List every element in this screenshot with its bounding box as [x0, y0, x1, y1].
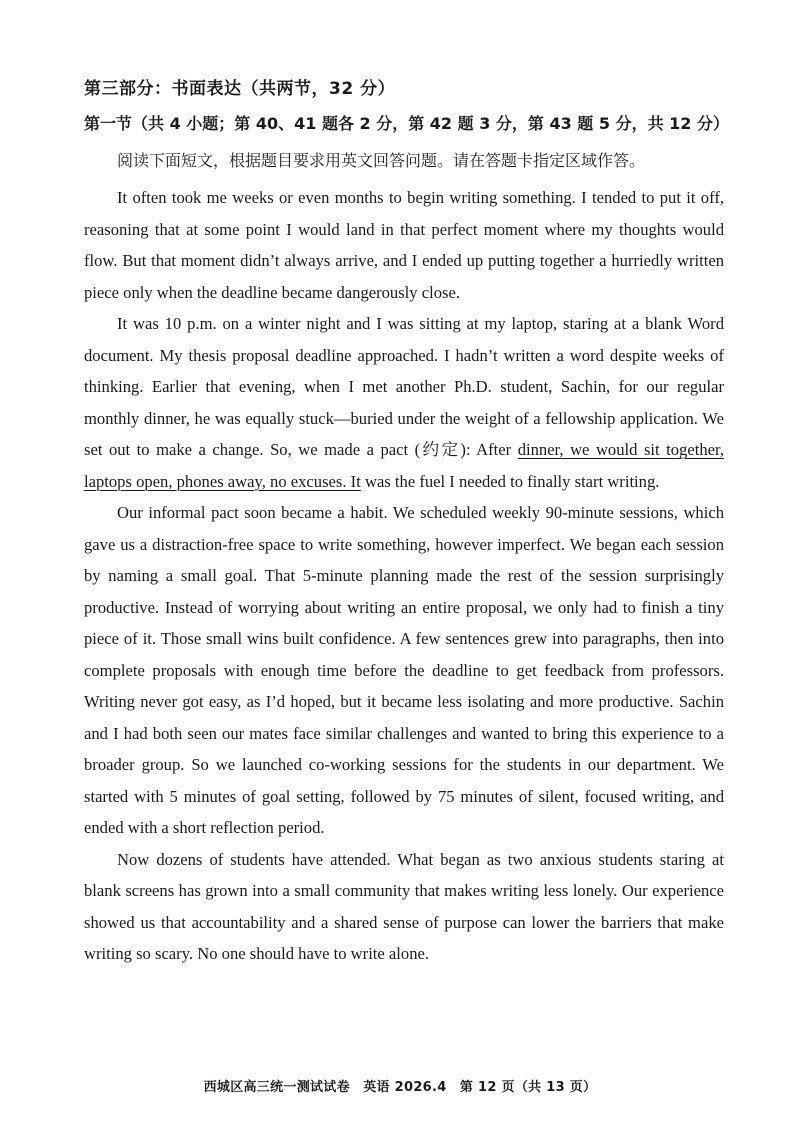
- page-footer: 西城区高三统一测试试卷 英语 2026.4 第 12 页（共 13 页）: [203, 1080, 597, 1095]
- reading-passage: [84, 182, 724, 970]
- paragraph-2-text-after: was the fuel I needed to finally start writing.: [360, 471, 660, 491]
- subsection-title: 第一节（共 4 小题；第 40、41 题各 2 分，第 42 题 3 分，第 43 题 5 分，共 12 分）: [84, 114, 729, 133]
- paragraph-2-text-before: It was 10 p.m. on a winter night and I was sitting at my laptop, staring at a blank Word document. My thesis proposal deadline approached. I hadn’t written a word despite weeks of thinking. Earlier that evening, when I met another Ph.D. student, Sachin, for our regular monthly dinner, he was equally stuck—buried under the weight of a fellowship application. We set out to make a change. So, we made a pact (约定): After: [84, 314, 724, 459]
- underlined-pact-sentence: dinner, we would sit together, laptops open, phones away, no excuses. It: [84, 440, 724, 491]
- passage-paragraph-1: It often took me weeks or even months to begin writing something. I tended to put it off, reasoning that at some point I would land in that perfect moment where my thoughts would flow. But that moment didn’t always arrive, and I ended up putting together a hurriedly written piece only when the deadline became dangerously close.: [84, 188, 724, 302]
- passage-paragraph-4: Now dozens of students have attended. What began as two anxious students staring at blank screens has grown into a small community that makes writing less lonely. Our experience showed us that accountability and a shared sense of purpose can lower the barriers that make writing so scary. No one should have to write alone.: [84, 849, 724, 963]
- passage-paragraph-3: Our informal pact soon became a habit. We scheduled weekly 90-minute sessions, which gave us a distraction-free space to write something, however imperfect. We began each session by naming a small goal. That 5-minute planning made the rest of the session surprisingly productive. Instead of worrying about writing an entire proposal, we only had to finish a tiny piece of it. Those small wins built confidence. A few sentences grew into paragraphs, then into complete proposals with enough time before the deadline to get feedback from professors. Writing never got easy, as I’d hoped, but it became less isolating and more productive. Sachin and I had both seen our mates face similar challenges and wanted to bring this experience to a broader group. So we launched co-working sessions for the students in our department. We started with 5 minutes of goal setting, followed by 75 minutes of silent, focused writing, and ended with a short reflection period.: [84, 503, 724, 837]
- passage-paragraph-2: [84, 308, 724, 497]
- instruction-text: 阅读下面短文，根据题目要求用英文回答问题。请在答题卡指定区域作答。: [117, 151, 646, 170]
- section-title: 第三部分：书面表达（共两节，32 分）: [84, 79, 396, 99]
